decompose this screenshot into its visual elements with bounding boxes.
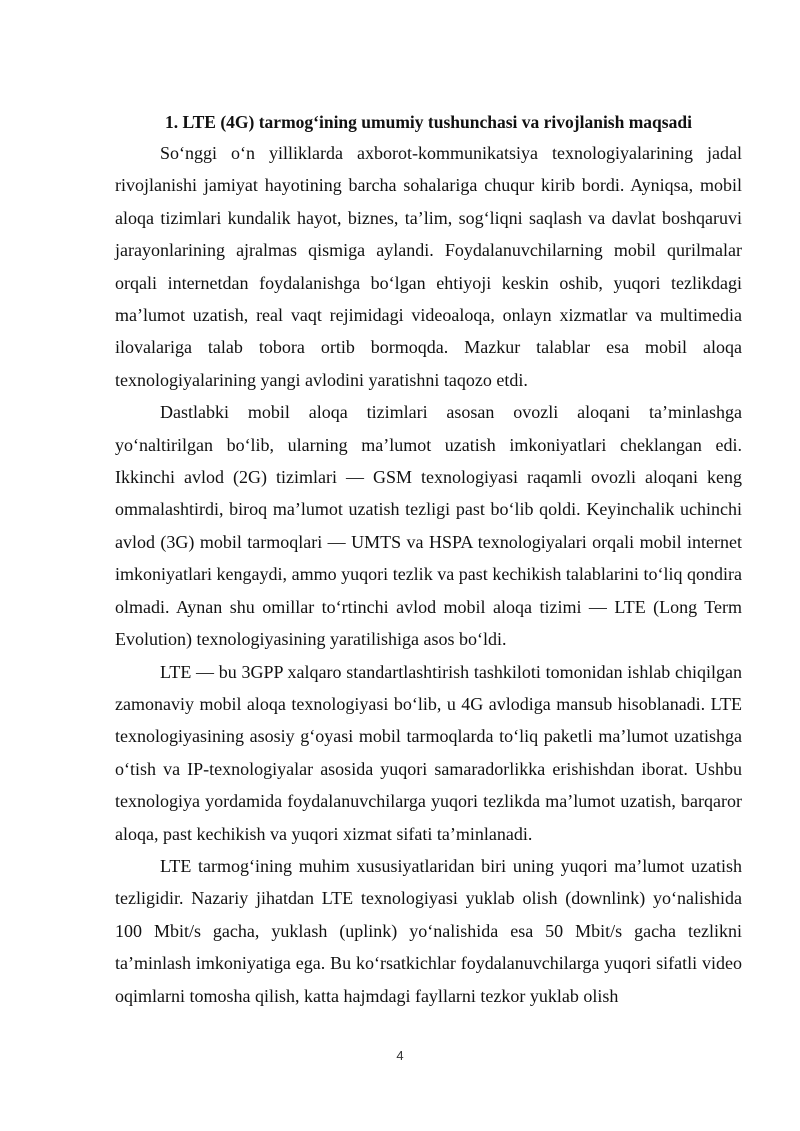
paragraph: LTE tarmog‘ining muhim xususiyatlaridan biri uning yuqori ma’lumot uzatish tezligidir. Nazariy jihatdan LTE texnologiyasi yuklab olish (downlink) yo‘nalishida 100 Mbit/s gacha, yuklash (uplink) yo‘nalishida esa 50 Mbit/s gacha tezlikni ta’minlash imkoniyatiga ega. Bu ko‘rsatkichlar foydalanuvchilarga yuqori sifatli video oqimlarni tomosha qilish, katta hajmdagi fayllarni tezkor yuklab olish [115, 855, 742, 1006]
page-number: 4 [396, 1048, 404, 1063]
paragraph: So‘nggi o‘n yilliklarda axborot-kommunikatsiya texnologiyalarining jadal rivojlanishi jamiyat hayotining barcha sohalariga chuqur kirib bordi. Ayniqsa, mobil aloqa tizimlari kundalik hayot, biznes, ta’lim, sog‘liqni saqlash va davlat boshqaruvi jarayonlarining ajralmas qismiga aylandi. Foydalanuvchilarning mobil qurilmalar orqali internetdan foydalanishga bo‘lgan ehtiyoji keskin oshib, yuqori tezlikdagi ma’lumot uzatish, real vaqt rejimidagi videoaloqa, onlayn xizmatlar va multimedia ilovalariga talab tobora ortib bormoqda. Mazkur talablar esa mobil aloqa texnologiyalarining yangi avlodini yaratishni taqozo etdi. [115, 143, 742, 390]
paragraph: Dastlabki mobil aloqa tizimlari asosan ovozli aloqani ta’minlashga yo‘naltirilgan bo‘lib, ularning ma’lumot uzatish imkoniyatlari cheklangan edi. Ikkinchi avlod (2G) tizimlari — GSM texnologiyasi raqamli ovozli aloqani keng ommalashtirdi, biroq ma’lumot uzatish tezligi past bo‘lib qoldi. Keyinchalik uchinchi avlod (3G) mobil tarmoqlari — UMTS va HSPA texnologiyalari orqali mobil internet imkoniyatlari kengaydi, ammo yuqori tezlik va past kechikish talablarini to‘liq qondira olmadi. Aynan shu omillar to‘rtinchi avlod mobil aloqa tizimi — LTE (Long Term Evolution) texnologiyasining yaratilishiga asos bo‘ldi. [115, 402, 742, 650]
paragraph: LTE — bu 3GPP xalqaro standartlashtirish tashkiloti tomonidan ishlab chiqilgan zamonaviy mobil aloqa texnologiyasi bo‘lib, u 4G avlodiga mansub hisoblanadi. LTE texnologiyasining asosiy g‘oyasi mobil tarmoqlarda to‘liq paketli ma’lumot uzatishga o‘tish va IP-texnologiyalar asosida yuqori samaradorlikka erishishdan iborat. Ushbu texnologiya yordamida foydalanuvchilarga yuqori tezlikda ma’lumot uzatish, barqaror aloqa, past kechikish va yuqori xizmat sifati ta’minlanadi. [115, 661, 742, 844]
page-body [115, 107, 742, 1012]
section-heading: 1. LTE (4G) tarmog‘ining umumiy tushunchasi va rivojlanish maqsadi [165, 112, 692, 132]
